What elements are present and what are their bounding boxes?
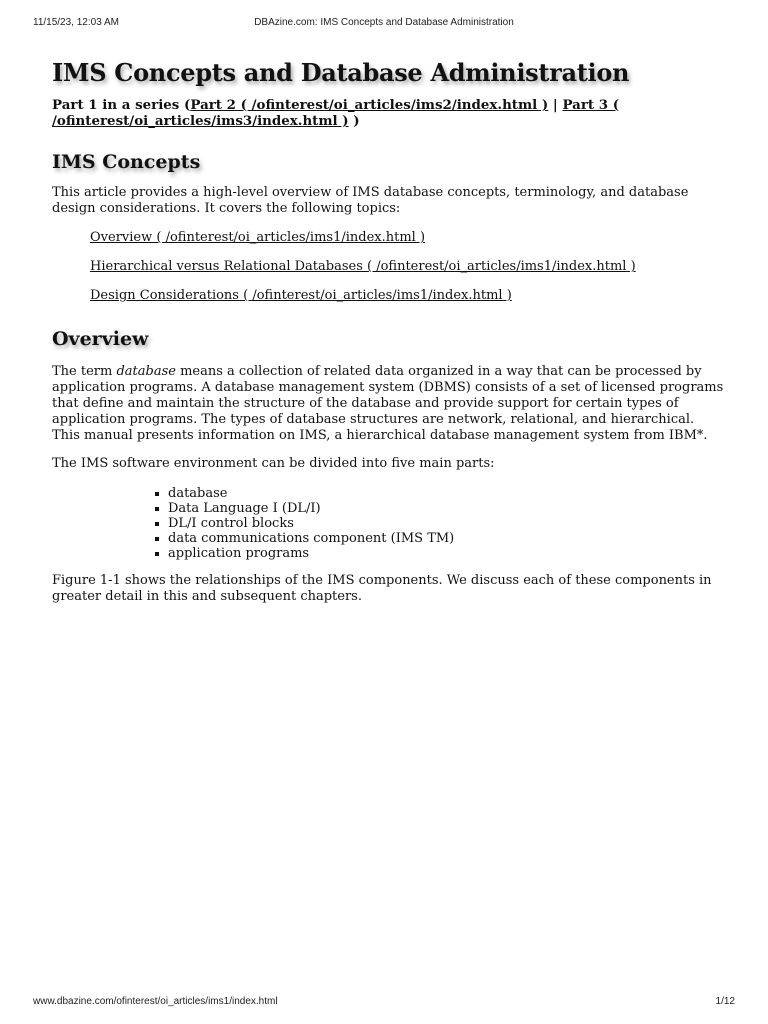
list-item bbox=[168, 501, 724, 516]
article-content bbox=[52, 56, 724, 605]
article-title: IMS Concepts and Database Administration bbox=[52, 58, 630, 87]
topics-list bbox=[90, 230, 724, 304]
topic-link-overview[interactable]: Overview ( /ofinterest/oi_articles/ims1/index.html ) bbox=[90, 230, 426, 245]
parts-intro: The IMS software environment can be divided into five main parts: bbox=[52, 456, 495, 471]
part-2-link[interactable]: Part 2 ( /ofinterest/oi_articles/ims2/index.html ) bbox=[190, 97, 549, 113]
figure-reference-text: Figure 1-1 shows the relationships of the IMS components. We discuss each of these components in greater detail in this and subsequent chapters. bbox=[52, 573, 712, 604]
list-item-text: database bbox=[168, 486, 228, 501]
list-item bbox=[168, 486, 724, 501]
bullet-icon bbox=[155, 552, 159, 556]
series-separator: | bbox=[548, 97, 563, 113]
print-page-number: 1/12 bbox=[715, 996, 735, 1007]
list-item-text: data communications component (IMS TM) bbox=[168, 531, 455, 546]
series-prefix: Part 1 in a series ( bbox=[52, 97, 191, 113]
list-item-text: Data Language I (DL/I) bbox=[168, 501, 321, 516]
print-footer bbox=[33, 996, 735, 1010]
print-page-title: DBAzine.com: IMS Concepts and Database Administration bbox=[254, 17, 514, 28]
overview-heading: Overview bbox=[52, 328, 149, 350]
list-item bbox=[168, 546, 724, 561]
topic-link-design-considerations[interactable]: Design Considerations ( /ofinterest/oi_articles/ims1/index.html ) bbox=[90, 288, 512, 303]
bullet-icon bbox=[155, 492, 159, 496]
print-header bbox=[33, 17, 735, 31]
print-url: www.dbazine.com/ofinterest/oi_articles/ims1/index.html bbox=[33, 996, 278, 1007]
def-prefix: The term bbox=[52, 364, 117, 379]
topic-link-hierarchical-vs-relational[interactable]: Hierarchical versus Relational Databases ( /ofinterest/oi_articles/ims1/index.html ) bbox=[90, 259, 636, 274]
concepts-heading: IMS Concepts bbox=[52, 151, 201, 173]
list-item bbox=[168, 516, 724, 531]
bullet-icon bbox=[155, 537, 159, 541]
concepts-intro: This article provides a high-level overview of IMS database concepts, terminology, and database design considerations. It covers the following topics: bbox=[52, 185, 689, 216]
list-item bbox=[168, 531, 724, 546]
database-definition bbox=[52, 364, 724, 444]
part-3-link[interactable]: Part 3 ( /ofinterest/oi_articles/ims3/index.html ) bbox=[52, 97, 620, 129]
ims-parts-list bbox=[168, 486, 724, 561]
def-term: database bbox=[116, 364, 176, 379]
bullet-icon bbox=[155, 522, 159, 526]
series-suffix: ) bbox=[348, 113, 360, 129]
series-nav bbox=[52, 97, 724, 129]
list-item-text: DL/I control blocks bbox=[168, 516, 294, 531]
def-rest: means a collection of related data organized in a way that can be processed by application programs. A database management system (DBMS) consists of a set of licensed programs that define and maintain the structure of the database and provide support for certain types of application programs. The types of database structures are network, relational, and hierarchical. This manual presents information on IMS, a hierarchical database management system from IBM*. bbox=[52, 364, 724, 443]
list-item-text: application programs bbox=[168, 546, 310, 561]
print-datetime: 11/15/23, 12:03 AM bbox=[33, 17, 119, 28]
bullet-icon bbox=[155, 507, 159, 511]
